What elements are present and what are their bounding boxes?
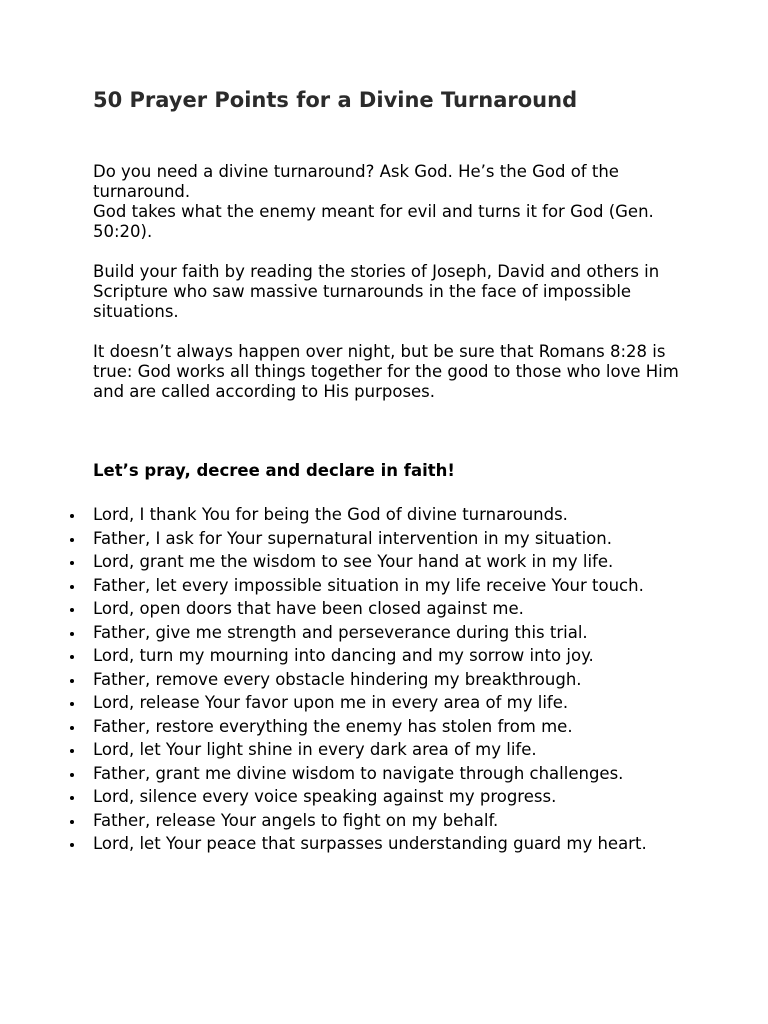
- document-title: 50 Prayer Points for a Divine Turnaround: [93, 88, 578, 112]
- prayer-item: Father, remove every obstacle hindering my breakthrough.: [93, 668, 683, 692]
- paragraph-gap: [93, 322, 683, 342]
- prayer-item: Father, release Your angels to fight on my behalf.: [93, 809, 683, 833]
- prayer-heading: Let’s pray, decree and declare in faith!: [93, 461, 455, 480]
- intro-text: [93, 162, 683, 402]
- prayer-item: Lord, turn my mourning into dancing and my sorrow into joy.: [93, 644, 683, 668]
- paragraph-gap: [93, 242, 683, 262]
- prayer-item: Father, let every impossible situation in my life receive Your touch.: [93, 574, 683, 598]
- prayer-item: Father, restore everything the enemy has stolen from me.: [93, 715, 683, 739]
- prayer-item: Lord, let Your light shine in every dark area of my life.: [93, 738, 683, 762]
- prayer-item: Father, grant me divine wisdom to navigate through challenges.: [93, 762, 683, 786]
- prayer-list: [93, 503, 683, 856]
- prayer-item: Lord, let Your peace that surpasses understanding guard my heart.: [93, 832, 683, 856]
- prayer-item: Father, I ask for Your supernatural intervention in my situation.: [93, 527, 683, 551]
- prayer-item: Lord, release Your favor upon me in every area of my life.: [93, 691, 683, 715]
- intro-line: God takes what the enemy meant for evil and turns it for God (Gen. 50:20).: [93, 202, 654, 241]
- prayer-item: Father, give me strength and perseverance during this trial.: [93, 621, 683, 645]
- intro-paragraph: Build your faith by reading the stories of Joseph, David and others in Scripture who saw massive turnarounds in the face of impossible situations.: [93, 262, 660, 321]
- prayer-item: Lord, silence every voice speaking against my progress.: [93, 785, 683, 809]
- prayer-item: Lord, open doors that have been closed against me.: [93, 597, 683, 621]
- prayer-item: Lord, grant me the wisdom to see Your hand at work in my life.: [93, 550, 683, 574]
- intro-paragraph: It doesn’t always happen over night, but be sure that Romans 8:28 is true: God works all things together for the good to those who love Him and are called according to His purposes.: [93, 342, 679, 401]
- intro-line: Do you need a divine turnaround? Ask God. He’s the God of the turnaround.: [93, 162, 619, 201]
- prayer-item: Lord, I thank You for being the God of divine turnarounds.: [93, 503, 683, 527]
